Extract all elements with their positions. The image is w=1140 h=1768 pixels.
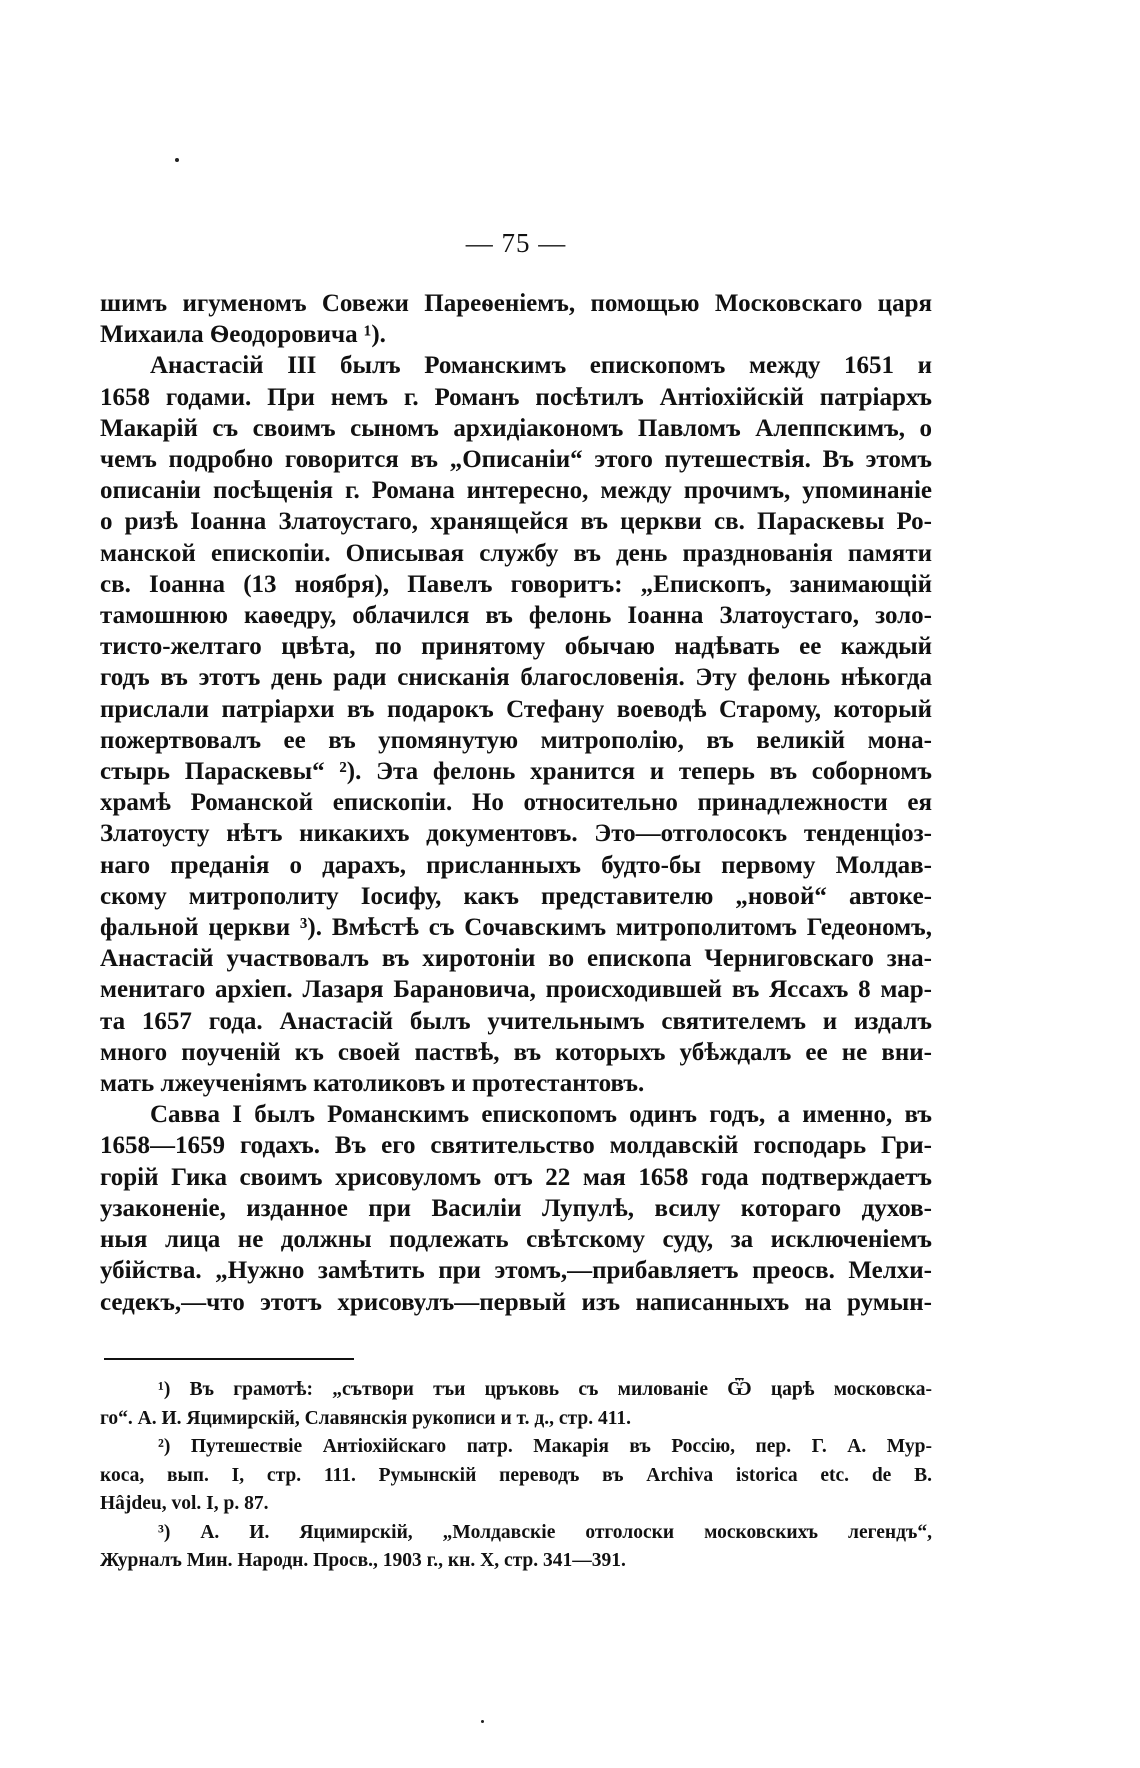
body-line: Савва I былъ Романскимъ епископомъ одинъ годъ, а именно, въ bbox=[150, 1101, 932, 1129]
body-line: Анастасій III былъ Романскимъ епископомъ между 1651 и bbox=[150, 352, 932, 380]
body-line: много поученій къ своей паствѣ, въ которыхъ убѣждалъ ее не вни- bbox=[100, 1038, 932, 1066]
body-line: св. Іоанна (13 ноября), Павелъ говоритъ: „Епископъ, занимающій bbox=[100, 570, 932, 598]
body-line: пожертвовалъ ее въ упомянутую митрополію, въ великій мона- bbox=[100, 726, 932, 754]
body-line: 1658 годами. При немъ г. Романъ посѣтилъ Антіохійскій патріархъ bbox=[100, 383, 932, 411]
body-line: Макарій съ своимъ сыномъ архидіакономъ Павломъ Алеппскимъ, о bbox=[100, 414, 932, 442]
body-line: о ризѣ Іоанна Златоустаго, хранящейся въ церкви св. Параскевы Ро- bbox=[100, 508, 932, 536]
footnote-line: ¹) Въ грамотѣ: „сътвори тъи цръковь съ милованіе Ѿ царѣ московска- bbox=[158, 1379, 932, 1400]
footnote-line: коса, вып. I, стр. 111. Румынскій переводъ въ Archiva istorica etc. de B. bbox=[100, 1464, 932, 1486]
body-line: шимъ игуменомъ Совежи Пареѳеніемъ, помощью Московскаго царя bbox=[100, 290, 932, 317]
body-line: тамошнюю каѳедру, облачился въ фелонь Іоанна Златоустаго, золо- bbox=[100, 602, 932, 630]
print-speck bbox=[481, 1720, 484, 1723]
body-line: скому митрополиту Іосифу, какъ представителю „новой“ автоке- bbox=[100, 882, 932, 910]
footnote-line: ³) А. И. Яцимирскій, „Молдавскіе отголоски московскихъ легендъ“, bbox=[158, 1521, 932, 1543]
body-line: описаніи посѣщенія г. Романа интересно, между прочимъ, упоминаніе bbox=[100, 477, 932, 505]
body-line: годъ въ этотъ день ради снисканія благословенія. Эту фелонь нѣкогда bbox=[100, 664, 932, 692]
body-line: ныя лица не должны подлежать свѣтскому суду, за исключеніемъ bbox=[100, 1226, 932, 1254]
print-speck bbox=[175, 158, 179, 162]
body-line: храмѣ Романской епископіи. Но относительно принадлежности ея bbox=[100, 789, 932, 817]
footnote-line: ²) Путешествіе Антіохійскаго патр. Макарія въ Россію, пер. Г. А. Мур- bbox=[158, 1436, 932, 1457]
body-line: узаконеніе, изданное при Василіи Лупулѣ, всилу котораго духов- bbox=[100, 1194, 932, 1222]
body-line: чемъ подробно говорится въ „Описаніи“ этого путешествія. Въ этомъ bbox=[100, 446, 932, 474]
body-line: мать лжеученіямъ католиковъ и протестантовъ. bbox=[100, 1070, 645, 1098]
footnote-line: Hâjdeu, vol. I, p. 87. bbox=[100, 1493, 269, 1514]
body-line: Анастасій участвовалъ въ хиротоніи во епископа Черниговскаго зна- bbox=[100, 945, 932, 973]
body-line: Михаила Ѳеодоровича ¹). bbox=[100, 321, 386, 349]
body-line: манской епископіи. Описывая службу въ день празднованія памяти bbox=[100, 539, 932, 567]
footnote-divider bbox=[104, 1358, 354, 1360]
body-line: 1658—1659 годахъ. Въ его святительство молдавскій господарь Гри- bbox=[100, 1132, 932, 1160]
footnote-line: Журналъ Мин. Народн. Просв., 1903 г., кн. X, стр. 341—391. bbox=[100, 1550, 626, 1571]
page-number: — 75 — bbox=[465, 228, 567, 258]
body-line: Златоусту нѣтъ никакихъ документовъ. Это—отголосокъ тенденціоз- bbox=[100, 820, 932, 848]
body-line: наго преданія о дарахъ, присланныхъ будто-бы первому Молдав- bbox=[100, 851, 932, 879]
body-line: менитаго архіеп. Лазаря Барановича, происходившей въ Яссахъ 8 мар- bbox=[100, 976, 932, 1004]
body-line: фальной церкви ³). Вмѣстѣ съ Сочавскимъ митрополитомъ Гедеономъ, bbox=[100, 914, 932, 942]
body-line: седекъ,—что этотъ хрисовулъ—первый изъ написанныхъ на румын- bbox=[100, 1288, 932, 1316]
body-line: та 1657 года. Анастасій былъ учительнымъ святителемъ и издалъ bbox=[100, 1007, 932, 1035]
body-line: прислали патріархи въ подарокъ Стефану воеводѣ Старому, который bbox=[100, 695, 932, 723]
body-text bbox=[100, 288, 932, 1318]
footnote-line: го“. А. И. Яцимирскій, Славянскія рукописи и т. д., стр. 411. bbox=[100, 1407, 632, 1429]
body-line: стырь Параскевы“ ²). Эта фелонь хранится и теперь въ соборномъ bbox=[100, 758, 932, 786]
footnotes bbox=[100, 1376, 932, 1576]
body-line: горій Гика своимъ хрисовуломъ отъ 22 мая 1658 года подтверждаетъ bbox=[100, 1163, 932, 1191]
body-line: убійства. „Нужно замѣтить при этомъ,—прибавляетъ преосв. Мелхи- bbox=[100, 1257, 932, 1285]
body-line: тисто-желтаго цвѣта, по принятому обычаю надѣвать ее каждый bbox=[100, 633, 932, 661]
